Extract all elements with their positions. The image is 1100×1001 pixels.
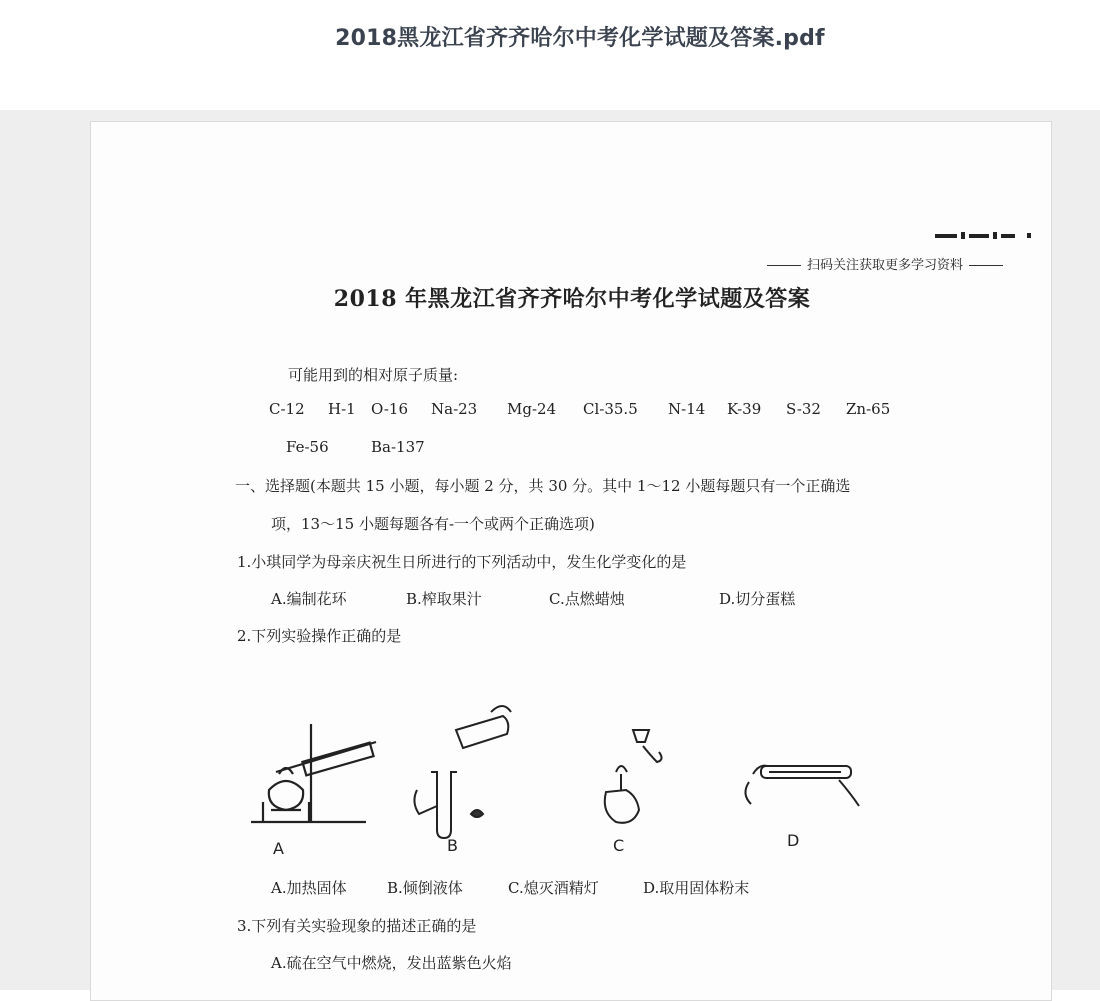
figure-label-b: B — [447, 836, 458, 855]
figure-label-a: A — [273, 839, 284, 858]
figure-label-c: C — [613, 836, 625, 855]
mass-item: C-12 — [269, 400, 305, 418]
q3-option-a: A.硫在空气中燃烧，发出蓝紫色火焰 — [271, 954, 512, 972]
q1-option-d: D.切分蛋糕 — [719, 590, 796, 608]
figure-label-d: D — [787, 831, 800, 850]
apparatus-illustrations — [241, 702, 861, 862]
document-viewer[interactable] — [0, 110, 1100, 990]
intro-text: 可能用到的相对原子质量: — [288, 366, 459, 384]
mass-item: Mg-24 — [507, 400, 557, 418]
question-1-stem: 1.小琪同学为母亲庆祝生日所进行的下列活动中，发生化学变化的是 — [237, 553, 687, 571]
mass-item: Ba-137 — [371, 438, 425, 456]
apparatus-d-illustration — [745, 766, 859, 806]
apparatus-b-illustration — [414, 706, 511, 838]
q1-option-b: B.榨取果汁 — [406, 590, 482, 608]
section-heading: 一、选择题(本题共 15 小题，每小题 2 分，共 30 分。其中 1～12 小题每题只有一个正确选 — [235, 477, 851, 495]
apparatus-a-illustration — [251, 724, 376, 822]
mass-item: N-14 — [668, 400, 706, 418]
q1-option-c: C.点燃蜡烛 — [549, 590, 625, 608]
scan-artifact — [935, 232, 1035, 240]
mass-item: Zn-65 — [846, 400, 891, 418]
file-title: 2018黑龙江省齐齐哈尔中考化学试题及答案.pdf — [335, 26, 825, 51]
q2-option-b: B.倾倒液体 — [387, 879, 463, 897]
mass-item: Cl-35.5 — [583, 400, 638, 418]
question-3-stem: 3.下列有关实验现象的描述正确的是 — [237, 917, 477, 935]
q1-option-a: A.编制花环 — [271, 590, 347, 608]
pdf-page — [90, 121, 1052, 1001]
lab-apparatus-figure — [241, 702, 861, 862]
viewer-header — [0, 0, 1100, 110]
document-title: 2018 年黑龙江省齐齐哈尔中考化学试题及答案 — [333, 286, 811, 312]
q2-option-d: D.取用固体粉末 — [643, 879, 750, 897]
mass-item: Fe-56 — [286, 438, 329, 456]
mass-item: Na-23 — [431, 400, 478, 418]
qr-caption: 扫码关注获取更多学习资料 — [761, 254, 1009, 273]
mass-item: K-39 — [727, 400, 762, 418]
apparatus-c-illustration — [605, 730, 662, 823]
q2-option-a: A.加热固体 — [271, 879, 347, 897]
section-heading-cont: 项，13～15 小题每题各有-一个或两个正确选项) — [271, 515, 595, 533]
mass-item: H-1 — [328, 400, 356, 418]
mass-item: O-16 — [371, 400, 409, 418]
question-2-stem: 2.下列实验操作正确的是 — [237, 627, 402, 645]
q2-option-c: C.熄灭酒精灯 — [508, 879, 599, 897]
mass-item: S-32 — [786, 400, 821, 418]
